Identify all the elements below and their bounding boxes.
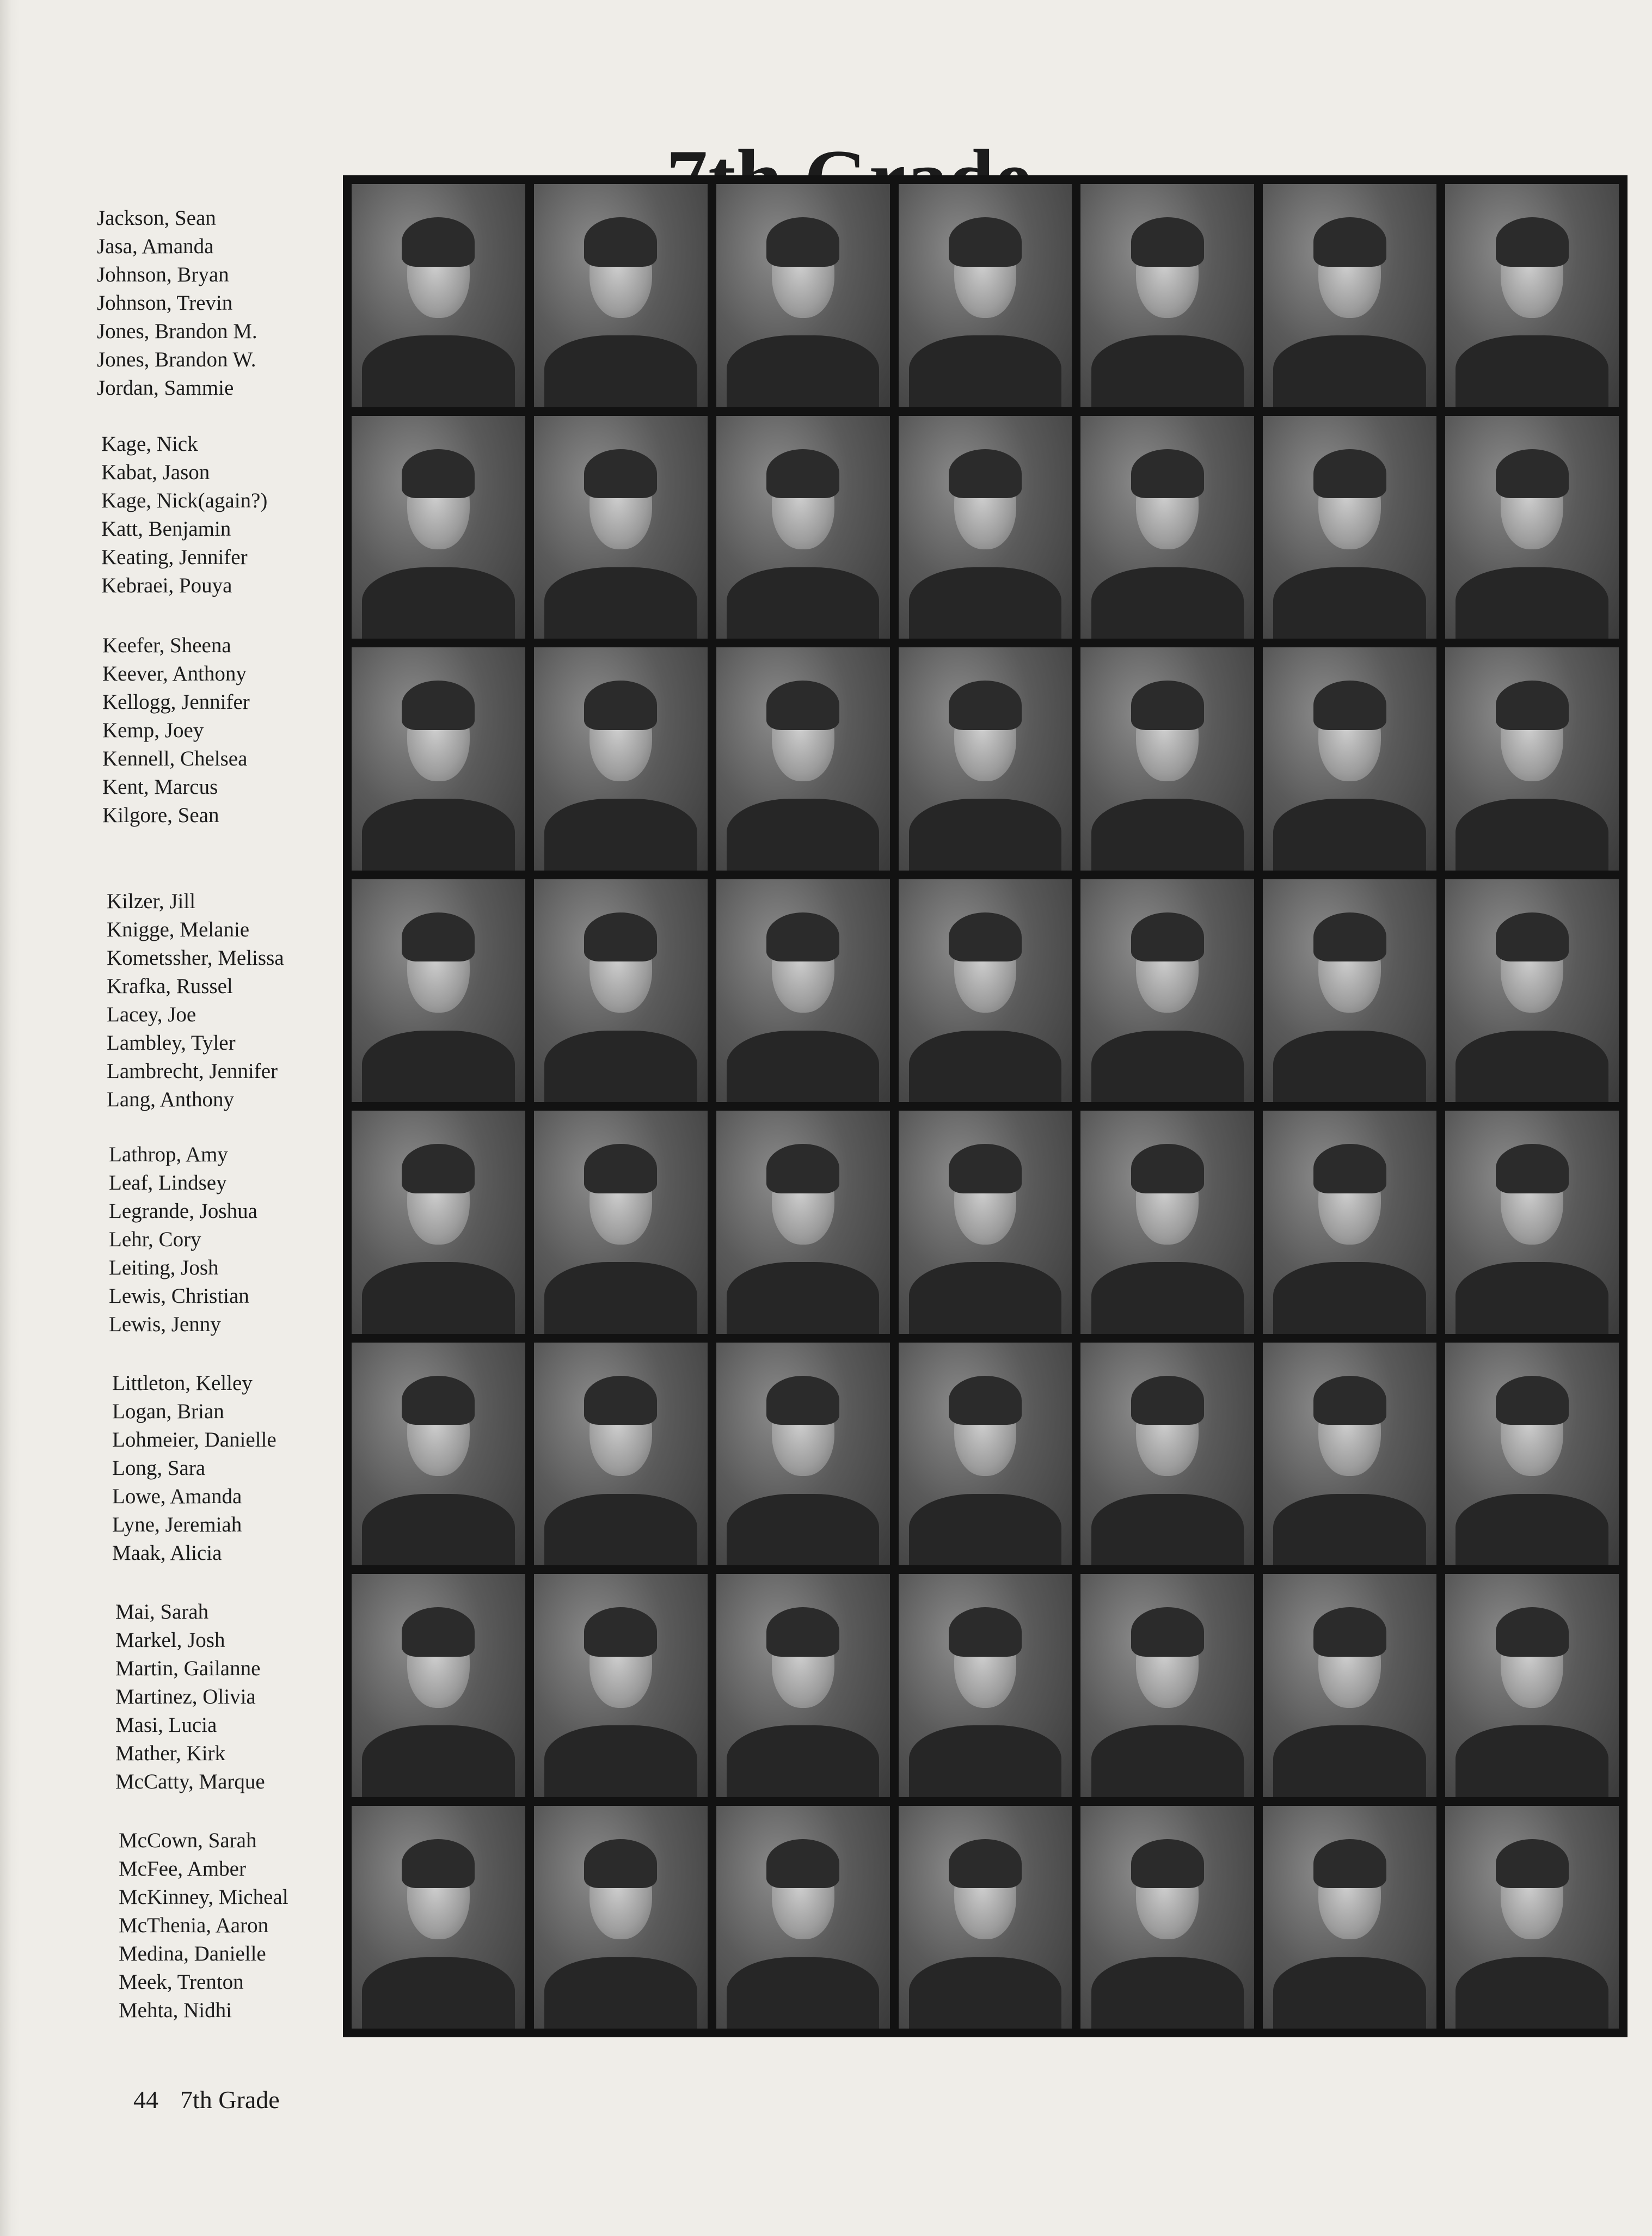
portrait-hair	[949, 1144, 1022, 1193]
portrait-shoulders	[544, 1031, 697, 1102]
student-portrait	[899, 647, 1072, 871]
portrait-shoulders	[1456, 1262, 1608, 1333]
portrait-hair	[766, 449, 839, 498]
portrait-shoulders	[727, 799, 880, 870]
student-portrait	[1080, 1343, 1254, 1566]
name-group	[101, 430, 335, 600]
portrait-hair	[584, 1376, 657, 1425]
student-name: Jordan, Sammie	[97, 376, 234, 400]
portrait-shoulders	[727, 335, 880, 407]
portrait-shoulders	[909, 1725, 1062, 1797]
student-portrait	[1263, 1574, 1436, 1797]
student-name: Keefer, Sheena	[102, 634, 231, 657]
student-name: Medina, Danielle	[119, 1942, 266, 1965]
portrait-shoulders	[362, 567, 515, 639]
student-name: Lathrop, Amy	[109, 1143, 228, 1166]
portrait-hair	[1131, 449, 1204, 498]
portrait-hair	[402, 449, 475, 498]
student-portrait	[352, 647, 525, 871]
portrait-hair	[1496, 1839, 1569, 1888]
portrait-hair	[1496, 912, 1569, 961]
student-name: Lowe, Amanda	[112, 1485, 242, 1508]
portrait-shoulders	[544, 1725, 697, 1797]
portrait-shoulders	[909, 1494, 1062, 1565]
student-portrait	[1080, 879, 1254, 1102]
portrait-hair	[949, 1839, 1022, 1888]
student-name: Kilzer, Jill	[107, 890, 196, 913]
student-name: Jones, Brandon M.	[97, 320, 257, 343]
portrait-hair	[1131, 681, 1204, 730]
student-name: Mai, Sarah	[115, 1600, 209, 1624]
student-photo-grid	[343, 175, 1628, 2037]
student-name: Jackson, Sean	[97, 206, 216, 230]
portrait-hair	[766, 1839, 839, 1888]
student-portrait	[716, 1806, 890, 2029]
student-name: Kabat, Jason	[101, 461, 210, 484]
student-name: Kennell, Chelsea	[102, 747, 248, 770]
portrait-hair	[584, 1607, 657, 1656]
student-portrait	[1263, 1111, 1436, 1334]
portrait-shoulders	[544, 799, 697, 870]
student-name: Kemp, Joey	[102, 719, 204, 742]
portrait-hair	[949, 1376, 1022, 1425]
portrait-hair	[1131, 1839, 1204, 1888]
student-portrait	[899, 184, 1072, 407]
student-name: Littleton, Kelley	[112, 1371, 253, 1395]
portrait-shoulders	[362, 1031, 515, 1102]
student-name: McFee, Amber	[119, 1857, 246, 1880]
student-name: Johnson, Trevin	[97, 291, 233, 315]
student-portrait	[1263, 1343, 1436, 1566]
student-portrait	[534, 647, 708, 871]
student-name: McKinney, Micheal	[119, 1885, 288, 1909]
portrait-shoulders	[909, 335, 1062, 407]
student-portrait	[716, 647, 890, 871]
portrait-shoulders	[1273, 1725, 1426, 1797]
portrait-hair	[402, 1607, 475, 1656]
student-portrait	[1445, 416, 1619, 639]
portrait-hair	[1496, 217, 1569, 266]
portrait-shoulders	[1091, 567, 1244, 639]
portrait-shoulders	[544, 1957, 697, 2029]
student-portrait	[352, 879, 525, 1102]
student-portrait	[352, 184, 525, 407]
student-portrait	[352, 1806, 525, 2029]
portrait-hair	[1496, 449, 1569, 498]
student-name: Keating, Jennifer	[101, 546, 248, 569]
portrait-shoulders	[544, 1494, 697, 1565]
student-name: Kilgore, Sean	[102, 804, 219, 827]
student-name: McThenia, Aaron	[119, 1914, 269, 1937]
portrait-hair	[766, 681, 839, 730]
student-portrait	[1263, 1806, 1436, 2029]
student-portrait	[1263, 879, 1436, 1102]
student-name: Leaf, Lindsey	[109, 1171, 227, 1194]
name-group	[115, 1598, 349, 1796]
student-portrait	[1445, 184, 1619, 407]
portrait-hair	[1313, 217, 1386, 266]
student-name: Mehta, Nidhi	[119, 1999, 232, 2022]
portrait-hair	[584, 912, 657, 961]
student-name: Jones, Brandon W.	[97, 348, 256, 371]
student-name: Legrande, Joshua	[109, 1199, 257, 1223]
student-portrait	[534, 879, 708, 1102]
portrait-shoulders	[1091, 1725, 1244, 1797]
student-portrait	[1080, 1111, 1254, 1334]
student-portrait	[1263, 416, 1436, 639]
student-portrait	[1263, 647, 1436, 871]
portrait-shoulders	[1273, 1031, 1426, 1102]
student-name: Long, Sara	[112, 1456, 206, 1480]
student-portrait	[534, 1574, 708, 1797]
portrait-hair	[584, 1839, 657, 1888]
student-portrait	[534, 1111, 708, 1334]
student-name: Lehr, Cory	[109, 1228, 201, 1251]
portrait-shoulders	[1273, 567, 1426, 639]
portrait-shoulders	[362, 799, 515, 870]
portrait-shoulders	[544, 335, 697, 407]
student-portrait	[1445, 647, 1619, 871]
student-portrait	[534, 1806, 708, 2029]
portrait-shoulders	[909, 1031, 1062, 1102]
portrait-shoulders	[909, 799, 1062, 870]
student-portrait	[899, 1806, 1072, 2029]
portrait-shoulders	[1456, 1494, 1608, 1565]
student-portrait	[716, 416, 890, 639]
portrait-hair	[1313, 1607, 1386, 1656]
portrait-hair	[1496, 1376, 1569, 1425]
student-name: Leiting, Josh	[109, 1256, 219, 1279]
portrait-shoulders	[1273, 1494, 1426, 1565]
name-group	[109, 1141, 343, 1339]
portrait-shoulders	[1456, 1031, 1608, 1102]
student-name: Lambrecht, Jennifer	[107, 1059, 278, 1083]
portrait-hair	[1496, 681, 1569, 730]
portrait-hair	[766, 1144, 839, 1193]
portrait-shoulders	[362, 1494, 515, 1565]
student-portrait	[352, 1574, 525, 1797]
portrait-shoulders	[362, 1262, 515, 1333]
student-portrait	[534, 1343, 708, 1566]
portrait-shoulders	[362, 335, 515, 407]
student-name: Kage, Nick(again?)	[101, 489, 268, 512]
page-number: 44	[133, 2086, 158, 2114]
portrait-shoulders	[727, 1494, 880, 1565]
student-name: Lacey, Joe	[107, 1003, 196, 1026]
portrait-shoulders	[362, 1725, 515, 1797]
portrait-hair	[402, 1144, 475, 1193]
student-portrait	[1445, 1574, 1619, 1797]
student-name: Kometssher, Melissa	[107, 946, 284, 970]
student-name: Kent, Marcus	[102, 775, 218, 799]
student-name: Markel, Josh	[115, 1628, 225, 1652]
portrait-hair	[584, 217, 657, 266]
portrait-hair	[584, 449, 657, 498]
student-name: Logan, Brian	[112, 1400, 224, 1423]
page-footer	[133, 2085, 280, 2114]
name-group	[119, 1827, 353, 2025]
student-portrait	[1080, 1806, 1254, 2029]
portrait-shoulders	[544, 1262, 697, 1333]
student-name: Kellogg, Jennifer	[102, 690, 250, 714]
name-group	[97, 204, 331, 402]
portrait-shoulders	[1273, 1957, 1426, 2029]
student-name: Kebraei, Pouya	[101, 574, 232, 597]
portrait-hair	[1313, 1376, 1386, 1425]
student-name: Katt, Benjamin	[101, 517, 231, 541]
student-portrait	[1445, 1806, 1619, 2029]
student-portrait	[1080, 647, 1254, 871]
student-name: Knigge, Melanie	[107, 918, 250, 941]
portrait-shoulders	[727, 1262, 880, 1333]
student-name: Masi, Lucia	[115, 1713, 217, 1737]
student-name: Martin, Gailanne	[115, 1657, 261, 1680]
portrait-hair	[1313, 1839, 1386, 1888]
student-name: Lang, Anthony	[107, 1088, 234, 1111]
portrait-hair	[766, 912, 839, 961]
portrait-shoulders	[909, 567, 1062, 639]
student-portrait	[1445, 1111, 1619, 1334]
student-portrait	[534, 184, 708, 407]
portrait-shoulders	[1091, 335, 1244, 407]
student-portrait	[899, 1111, 1072, 1334]
student-portrait	[1445, 1343, 1619, 1566]
portrait-hair	[1131, 912, 1204, 961]
portrait-hair	[1313, 449, 1386, 498]
portrait-hair	[1313, 1144, 1386, 1193]
student-portrait	[716, 1111, 890, 1334]
portrait-shoulders	[909, 1262, 1062, 1333]
student-name: Meek, Trenton	[119, 1970, 244, 1994]
portrait-shoulders	[1273, 335, 1426, 407]
portrait-shoulders	[1456, 567, 1608, 639]
student-name: Krafka, Russel	[107, 975, 233, 998]
student-portrait	[1080, 184, 1254, 407]
student-portrait	[1080, 1574, 1254, 1797]
portrait-hair	[1131, 217, 1204, 266]
portrait-hair	[402, 217, 475, 266]
student-name: Lyne, Jeremiah	[112, 1513, 242, 1536]
name-group	[112, 1369, 346, 1567]
name-group	[102, 632, 336, 830]
student-portrait	[1263, 184, 1436, 407]
portrait-shoulders	[1273, 1262, 1426, 1333]
portrait-hair	[402, 681, 475, 730]
page-spine-shadow	[0, 0, 20, 2236]
portrait-shoulders	[1091, 1494, 1244, 1565]
portrait-hair	[1496, 1607, 1569, 1656]
portrait-shoulders	[727, 567, 880, 639]
portrait-hair	[1131, 1376, 1204, 1425]
portrait-hair	[949, 449, 1022, 498]
student-name: McCown, Sarah	[119, 1829, 257, 1852]
student-name: Kage, Nick	[101, 432, 198, 456]
portrait-hair	[1313, 681, 1386, 730]
portrait-shoulders	[1456, 335, 1608, 407]
student-portrait	[716, 184, 890, 407]
student-portrait	[534, 416, 708, 639]
student-portrait	[716, 1343, 890, 1566]
portrait-hair	[402, 912, 475, 961]
portrait-shoulders	[1456, 799, 1608, 870]
portrait-hair	[949, 912, 1022, 961]
portrait-hair	[402, 1839, 475, 1888]
student-portrait	[899, 1343, 1072, 1566]
name-group	[107, 887, 341, 1114]
portrait-hair	[402, 1376, 475, 1425]
student-name: Johnson, Bryan	[97, 263, 229, 286]
portrait-shoulders	[1456, 1957, 1608, 2029]
student-name: Maak, Alicia	[112, 1541, 222, 1565]
portrait-shoulders	[1273, 799, 1426, 870]
portrait-shoulders	[1091, 1262, 1244, 1333]
student-portrait	[716, 1574, 890, 1797]
portrait-shoulders	[1091, 1957, 1244, 2029]
portrait-shoulders	[362, 1957, 515, 2029]
portrait-hair	[1496, 1144, 1569, 1193]
portrait-hair	[949, 217, 1022, 266]
portrait-shoulders	[1091, 1031, 1244, 1102]
student-name: Lewis, Christian	[109, 1284, 249, 1308]
portrait-hair	[1131, 1607, 1204, 1656]
portrait-hair	[766, 1376, 839, 1425]
portrait-shoulders	[1456, 1725, 1608, 1797]
student-portrait	[1445, 879, 1619, 1102]
portrait-hair	[1313, 912, 1386, 961]
student-name: McCatty, Marque	[115, 1770, 265, 1793]
student-name: Lambley, Tyler	[107, 1031, 236, 1055]
student-name: Martinez, Olivia	[115, 1685, 256, 1708]
portrait-shoulders	[544, 567, 697, 639]
student-portrait	[352, 1111, 525, 1334]
student-name: Lewis, Jenny	[109, 1313, 221, 1336]
student-portrait	[352, 416, 525, 639]
student-portrait	[716, 879, 890, 1102]
student-portrait	[899, 416, 1072, 639]
portrait-shoulders	[1091, 799, 1244, 870]
portrait-hair	[584, 1144, 657, 1193]
student-name: Mather, Kirk	[115, 1742, 226, 1765]
portrait-hair	[766, 1607, 839, 1656]
student-portrait	[1080, 416, 1254, 639]
portrait-hair	[949, 1607, 1022, 1656]
student-name: Lohmeier, Danielle	[112, 1428, 277, 1451]
portrait-shoulders	[727, 1957, 880, 2029]
portrait-hair	[584, 681, 657, 730]
student-portrait	[899, 879, 1072, 1102]
student-name: Keever, Anthony	[102, 662, 247, 685]
student-portrait	[352, 1343, 525, 1566]
portrait-hair	[949, 681, 1022, 730]
student-name: Jasa, Amanda	[97, 235, 214, 258]
footer-section-title: 7th Grade	[180, 2086, 280, 2114]
portrait-shoulders	[727, 1725, 880, 1797]
portrait-shoulders	[727, 1031, 880, 1102]
student-portrait	[899, 1574, 1072, 1797]
portrait-shoulders	[909, 1957, 1062, 2029]
portrait-hair	[1131, 1144, 1204, 1193]
portrait-hair	[766, 217, 839, 266]
